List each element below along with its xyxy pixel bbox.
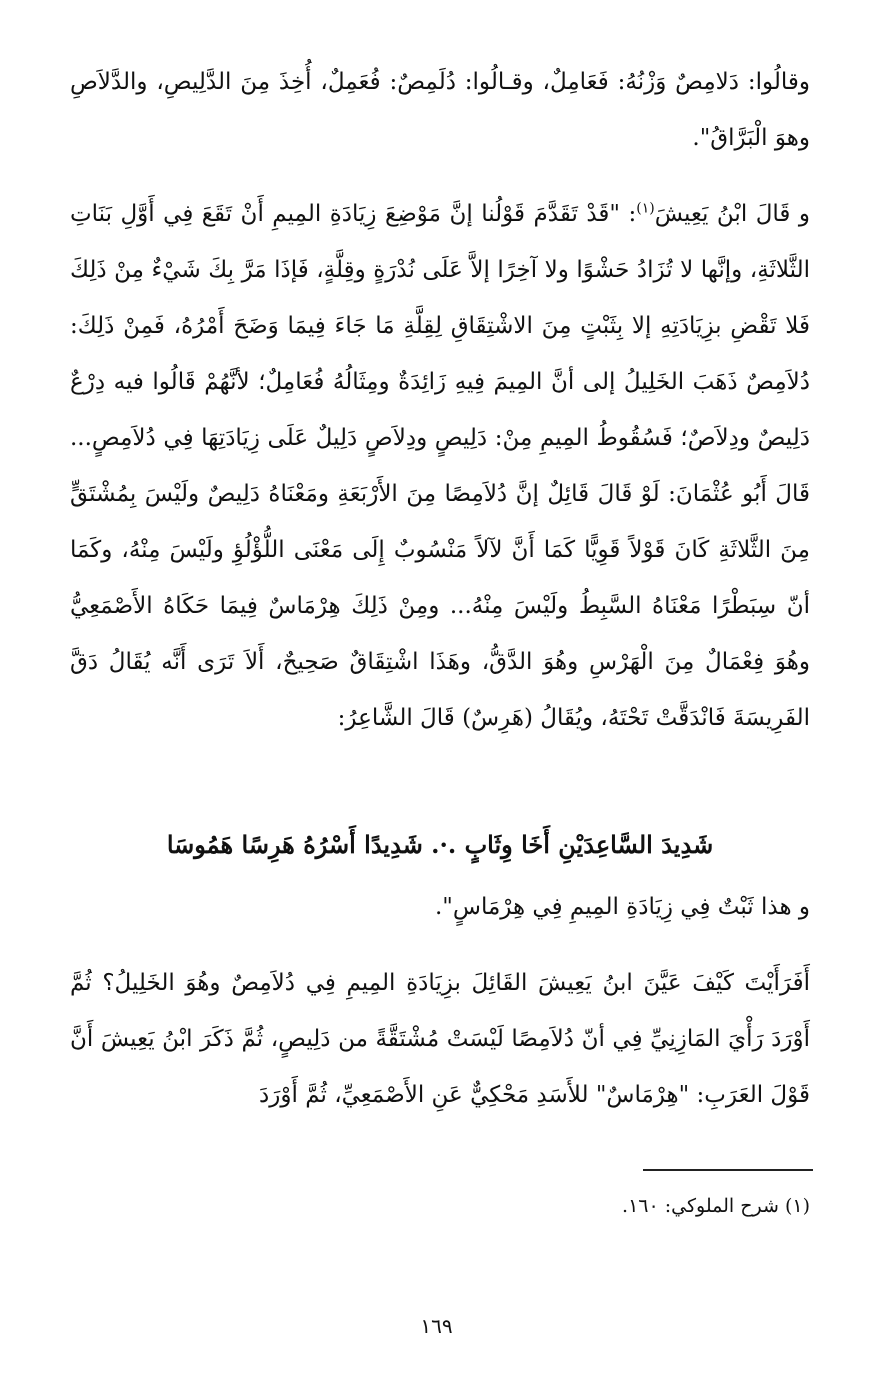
paragraph-2-lead: و قَالَ ابْنُ يَعِيشَ: [654, 201, 810, 227]
paragraph-2-body: : "قَدْ تَقَدَّمَ قَوْلُنا إنَّ مَوْضِعَ زِيَادَةِ المِيمِ أَنْ تَقَعَ فِي أَوَّلِ بَنَاتِ الثَّلاثَةِ، وإنَّها لا تُزَادُ حَشْوًا ولا آخِرًا إلاَّ عَلَى نُدْرَةٍ وقِلَّةٍ، فَإذَا مَرَّ بِكَ شَيْءٌ مِنْ ذَلِكَ فَلا تَقْضِ بزِيَادَتِهِ إلا بِثَبْتٍ مِنَ الاشْتِقَاقِ لِقِلَّةِ مَا جَاءَ فِيمَا وَضَحَ أَمْرُهُ، فَمِنْ ذَلِكَ: دُلاَمِصٌ ذَهَبَ الخَلِيلُ إلى أنَّ المِيمَ فِيهِ زَائِدَةٌ ومِثَالُهُ فُعَامِلٌ؛ لأنَّهُمْ قَالُوا فيه دِرْعٌ دَلِيصٌ ودِلاَصٌ؛ فَسُقُوطُ المِيمِ مِنْ: دَلِيصٍ ودِلاَصٍ دَلِيلٌ عَلَى زِيَادَتِهَا فِي دُلاَمِصٍ... قَالَ أَبُو عُثْمَانَ: لَوْ قَالَ قَائِلٌ إنَّ دُلاَمِصًا مِنَ الأَرْبَعَةِ ومَعْنَاهُ دَلِيصٌ ولَيْسَ بِمُشْتَقٍّ مِنَ الثَّلاثَةِ كَانَ قَوْلاً قَوِيًّا كَمَا أَنَّ لآلاً مَنْسُوبٌ إِلَى مَعْنَى اللُّؤْلُؤِ ولَيْسَ مِنْهُ، وكَمَا أنّ سِبَطْرًا مَعْنَاهُ السَّبِطُ ولَيْسَ مِنْهُ... ومِنْ ذَلِكَ هِرْمَاسٌ فِيمَا حَكَاهُ الأَصْمَعِيُّ وهُوَ فِعْمَالٌ مِنَ الْهَرْسِ وهُوَ الدَّقُّ، وهَذَا اشْتِقَاقٌ صَحِيحٌ، أَلاَ تَرَى أَنَّه يُقَالُ دَقَّ الفَرِيسَةَ فَانْدَقَّتْ تَحْتَهُ، ويُقَالُ (هَرِسٌ) قَالَ الشَّاعِرُ:: [70, 201, 810, 731]
footnote: (١) شرح الملوكي: ١٦٠.: [622, 1195, 810, 1217]
footnote-divider: [643, 1169, 813, 1171]
footnote-marker: (١): [636, 200, 655, 217]
paragraph-1: وقالُوا: دَلامِصٌ وَزْنُهُ: فَعَامِلٌ، وقـالُوا: دُلَمِصٌ: فُعَمِلٌ، أُخِذَ مِنَ الدَّلِيصِ، والدَّلاَصِ وهوَ الْبَرَّاقُ".: [70, 69, 810, 151]
poetry-verse: شَدِيدَ السَّاعِدَيْنِ أَخَا وِثَابٍ .·. شَدِيدًا أَسْرُهُ هَرِسًا هَمُوسَا: [166, 830, 714, 859]
paragraph-3: و هذا ثَبْتٌ فِي زِيَادَةِ المِيمِ فِي هِرْمَاسٍ".: [435, 894, 810, 920]
paragraph-2: [70, 186, 810, 746]
page-number: ١٦٩: [420, 1314, 453, 1338]
paragraph-4: أَفَرَأَيْتَ كَيْفَ عَيَّنَ ابنُ يَعِيشَ القَائِلَ بزِيَادَةِ المِيمِ فِي دُلاَمِصٌ وهُوَ الخَلِيلُ؟ ثُمَّ أَوْرَدَ رَأْيَ المَازِنِيِّ فِي أنّ دُلاَمِصًا لَيْسَتْ مُشْتَقَّةً من دَلِيصٍ، ثُمَّ ذَكَرَ ابْنُ يَعِيشَ أَنَّ قَوْلَ العَرَبِ: "هِرْمَاسٌ" للأَسَدِ مَحْكِيٌّ عَنِ الأَصْمَعِيِّ، ثُمَّ أَوْرَدَ: [70, 970, 810, 1108]
